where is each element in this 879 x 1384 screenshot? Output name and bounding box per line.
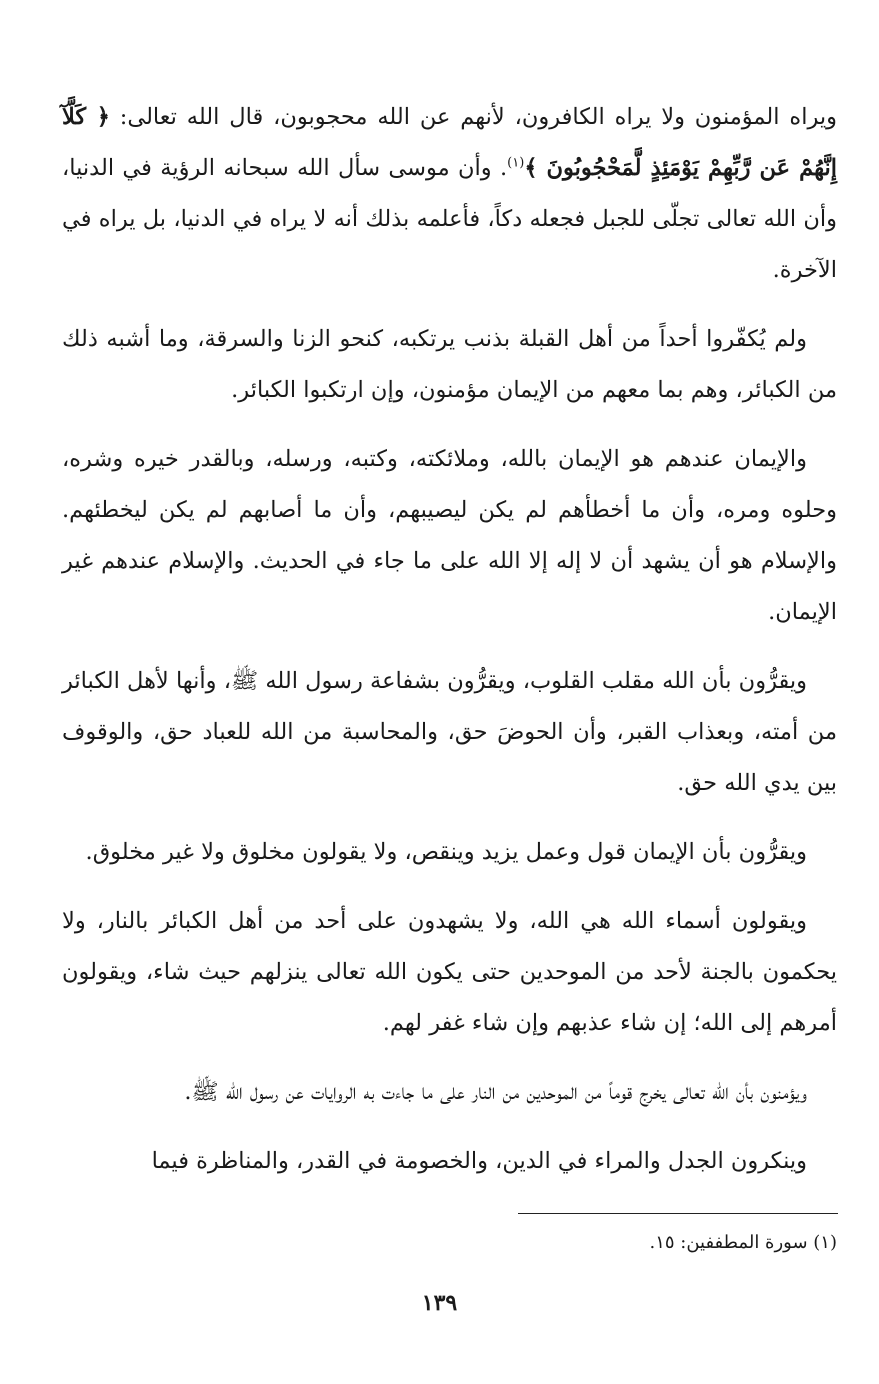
paragraph-asma-allah: ويقولون أسماء الله هي الله، ولا يشهدون على أحد من أهل الكبائر بالنار، ولا يحكمون بالجنة لأحد من الموحدين حتى يكون الله تعالى ينزلهم حيث شاء، ويقولون أمرهم إلى الله؛ إن شاء عذبهم وإن شاء غفر لهم. [62,908,837,1036]
paragraph-vision [62,92,837,296]
paragraph-ahl-al-qibla: ولم يُكفّروا أحداً من أهل القبلة بذنب يرتكبه، كنحو الزنا والسرقة، وما أشبه ذلك من الكبائر، وهم بما معهم من الإيمان مؤمنون، وإن ارتكبوا الكبائر. [62,326,837,403]
quran-quote: ﴿ كَلَّآ إِنَّهُمْ عَن رَّبِّهِمْ يَوْمَئِذٍ لَّمَحْجُوبُونَ ﴾ [62,104,837,181]
page-number: ١٣٩ [421,1290,458,1316]
paragraph-iman: والإيمان عندهم هو الإيمان بالله، وملائكته، وكتبه، ورسله، وبالقدر خيره وشره، وحلوه ومره، وأن ما أخطأهم لم يكن ليصيبهم، وأن ما أصابهم لم يكن ليخطئهم. والإسلام هو أن يشهد أن لا إله إلا الله على ما جاء في الحديث. والإسلام عندهم غير الإيمان. [62,446,837,625]
footnote: (١) سورة المطففين: ١٥. [649,1232,837,1253]
paragraph-shafaa: ويقرُّون بأن الله مقلب القلوب، ويقرُّون بشفاعة رسول الله ﷺ، وأنها لأهل الكبائر من أمته، وبعذاب القبر، وأن الحوضَ حق، والمحاسبة من الله للعباد حق، والوقوف بين يدي الله حق. [62,668,837,796]
page-body [62,92,837,1205]
paragraph-vision-before: ويراه المؤمنون ولا يراه الكافرون، لأنهم عن الله محجوبون، قال الله تعالى: [109,104,837,130]
footnote-marker[interactable]: (١) [507,155,525,171]
footnote-divider [518,1213,838,1214]
paragraph-vision-after: . وأن موسى سأل الله سبحانه الرؤية في الدنيا، وأن الله تعالى تجلّى للجبل فجعله دكاً، فأعلمه بذلك أنه لا يراه في الدنيا، بل يراه في الآخرة. [62,155,837,283]
paragraph-khuruj-min-alnar: ويؤمنون بأن الله تعالى يخرج قوماً من الموحدين من النار على ما جاءت به الروايات عن رسول الله ﷺ. [184,1079,807,1105]
paragraph-iman-qawl-amal: ويقرُّون بأن الإيمان قول وعمل يزيد وينقص، ولا يقولون مخلوق ولا غير مخلوق. [85,839,807,865]
paragraph-jadal: وينكرون الجدل والمراء في الدين، والخصومة في القدر، والمناظرة فيما [151,1148,807,1174]
